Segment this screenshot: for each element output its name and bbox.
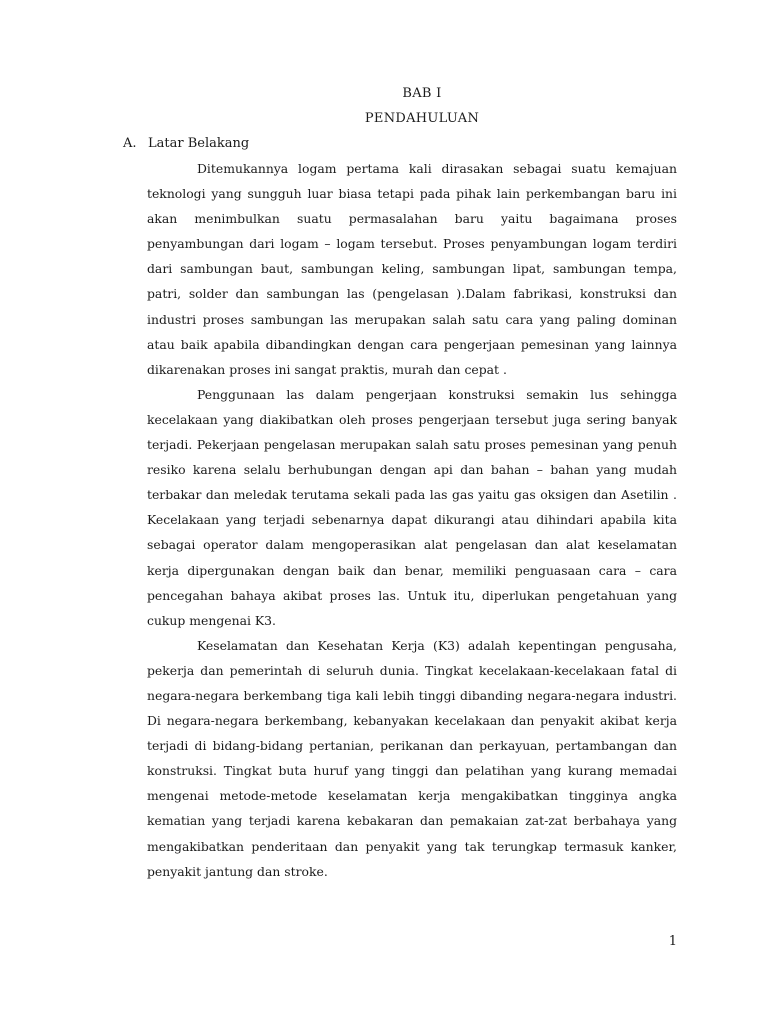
section-title: Latar Belakang bbox=[148, 136, 250, 151]
paragraph-2: Penggunaan las dalam pengerjaan konstruksi semakin lus sehingga kecelakaan yang diakibatkan oleh proses pengerjaan tersebut juga sering banyak terjadi. Pekerjaan pengelasan merupakan salah satu proses pemesinan yang penuh resiko karena selalu berhubungan dengan api dan bahan – bahan yang mudah terbakar dan meledak terutama sekali pada las gas yaitu gas oksigen dan Asetilin . Kecelakaan yang terjadi sebenarnya dapat dikurangi atau dihindari apabila kita sebagai operator dalam mengoperasikan alat pengelasan dan alat keselamatan kerja dipergunakan dengan baik dan benar, memiliki penguasaan cara – cara pencegahan bahaya akibat proses las. Untuk itu, diperlukan pengetahuan yang cukup mengenai K3. bbox=[147, 386, 677, 628]
page-number: 1 bbox=[668, 934, 677, 949]
chapter-title: PENDAHULUAN bbox=[364, 111, 480, 126]
section-heading bbox=[123, 136, 249, 151]
chapter-label: BAB I bbox=[402, 86, 442, 101]
paragraph-3: Keselamatan dan Kesehatan Kerja (K3) adalah kepentingan pengusaha, pekerja dan pemerintah di seluruh dunia. Tingkat kecelakaan-kecelakaan fatal di negara-negara berkembang tiga kali lebih tinggi dibanding negara-negara industri. Di negara-negara berkembang, kebanyakan kecelakaan dan penyakit akibat kerja terjadi di bidang-bidang pertanian, perikanan dan perkayuan, pertambangan dan konstruksi. Tingkat buta huruf yang tinggi dan pelatihan yang kurang memadai mengenai metode-metode keselamatan kerja mengakibatkan tingginya angka kematian yang terjadi karena kebakaran dan pemakaian zat-zat berbahaya yang mengakibatkan penderitaan dan penyakit yang tak terungkap termasuk kanker, penyakit jantung dan stroke. bbox=[147, 637, 677, 879]
paragraph-1: Ditemukannya logam pertama kali dirasakan sebagai suatu kemajuan teknologi yang sungguh luar biasa tetapi pada pihak lain perkembangan baru ini akan menimbulkan suatu permasalahan baru yaitu bagaimana proses penyambungan dari logam – logam tersebut. Proses penyambungan logam terdiri dari sambungan baut, sambungan keling, sambungan lipat, sambungan tempa, patri, solder dan sambungan las (pengelasan ).Dalam fabrikasi, konstruksi dan industri proses sambungan las merupakan salah satu cara yang paling dominan atau baik apabila dibandingkan dengan cara pengerjaan pemesinan yang lainnya dikarenakan proses ini sangat praktis, murah dan cepat . bbox=[147, 161, 677, 377]
body-text bbox=[147, 156, 677, 884]
section-letter: A. bbox=[123, 136, 137, 151]
